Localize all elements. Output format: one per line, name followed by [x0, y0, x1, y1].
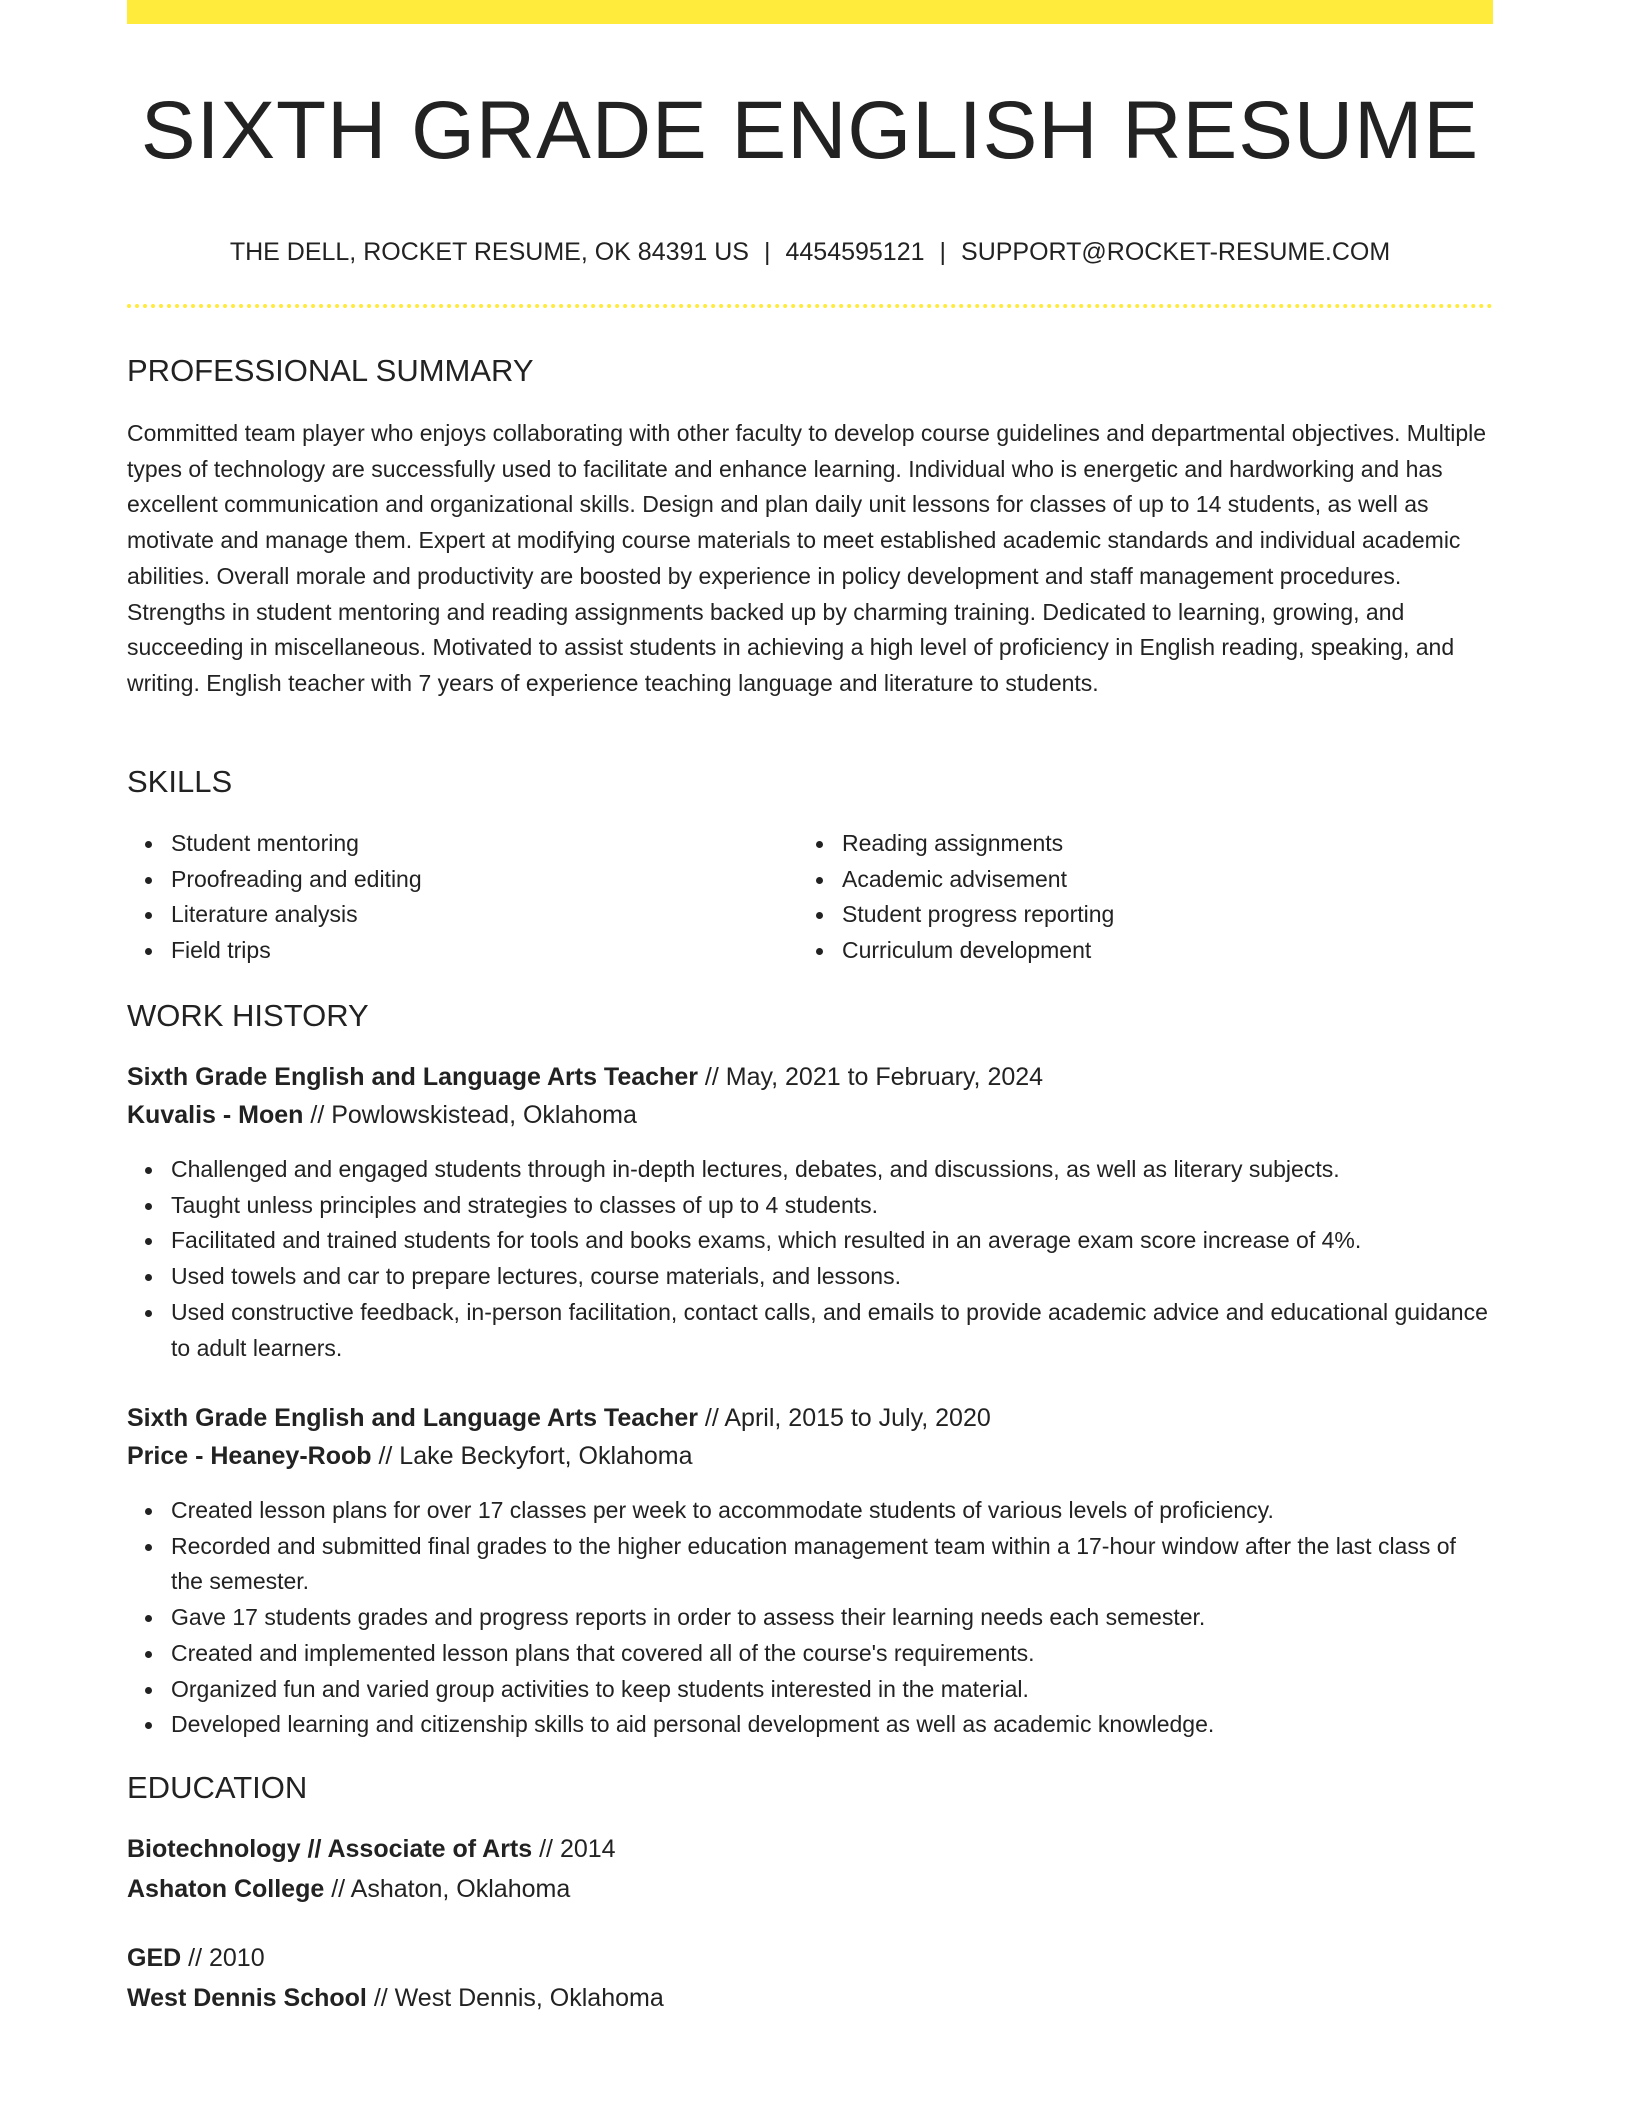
job-duty: Created lesson plans for over 17 classes per week to accommodate students of various levels of proficiency.: [127, 1493, 1493, 1529]
job-company: Kuvalis - Moen: [127, 1101, 304, 1129]
job-duties-list: [127, 1493, 1493, 1743]
job-duty: Gave 17 students grades and progress reports in order to assess their learning needs each semester.: [127, 1600, 1493, 1636]
header-divider: [127, 304, 1493, 308]
job-duty: Created and implemented lesson plans that covered all of the course's requirements.: [127, 1636, 1493, 1672]
job-title-line: [127, 1058, 1043, 1096]
education-school: West Dennis School: [127, 1984, 367, 2012]
skill-item: Reading assignments: [798, 826, 1418, 862]
top-accent-bar: [127, 0, 1493, 24]
job-location: // Powlowskistead, Oklahoma: [310, 1101, 637, 1129]
summary-heading: PROFESSIONAL SUMMARY: [127, 353, 534, 388]
contact-separator: |: [939, 238, 947, 266]
job-title-line: [127, 1399, 991, 1437]
job-duty: Used towels and car to prepare lectures, course materials, and lessons.: [127, 1259, 1493, 1295]
education-location: // Ashaton, Oklahoma: [331, 1875, 571, 1903]
resume-title: SIXTH GRADE ENGLISH RESUME: [140, 85, 1480, 176]
education-school-line: [127, 1870, 570, 1908]
education-location: // West Dennis, Oklahoma: [373, 1984, 664, 2012]
skills-heading: SKILLS: [127, 764, 233, 799]
job-company-line: [127, 1096, 637, 1134]
job-dates: // April, 2015 to July, 2020: [704, 1404, 991, 1432]
summary-text: Committed team player who enjoys collaborating with other faculty to develop course guidelines and departmental objectives. Multiple types of technology are successfully used to facilitate and enhance learning. Individual who is energetic and hardworking and has excellent communication and organizational skills. Design and plan daily unit lessons for classes of up to 14 students, as well as motivate and manage them. Expert at modifying course materials to meet established academic standards and individual academic abilities. Overall morale and productivity are boosted by experience in policy development and staff management procedures. Strengths in student mentoring and reading assignments backed up by charming training. Dedicated to learning, growing, and succeeding in miscellaneous. Motivated to assist students in achieving a high level of proficiency in English reading, speaking, and writing. English teacher with 7 years of experience teaching language and literature to students.: [127, 420, 1487, 696]
job-duty: Recorded and submitted final grades to the higher education management team within a 17-hour window after the last class of the semester.: [127, 1529, 1493, 1600]
skill-item: Curriculum development: [798, 933, 1418, 969]
contact-phone: 4454595121: [785, 238, 925, 266]
contact-address: THE DELL, ROCKET RESUME, OK 84391 US: [229, 238, 749, 266]
skill-item: Student progress reporting: [798, 897, 1418, 933]
education-year: // 2014: [539, 1835, 616, 1863]
job-company: Price - Heaney-Roob: [127, 1442, 372, 1470]
job-duty: Used constructive feedback, in-person facilitation, contact calls, and emails to provide academic advice and educational guidance to adult learners.: [127, 1295, 1493, 1366]
education-degree: GED: [127, 1944, 182, 1972]
work-heading: WORK HISTORY: [127, 998, 369, 1033]
contact-line: [127, 234, 1493, 270]
skill-item: Literature analysis: [127, 897, 747, 933]
education-school: Ashaton College: [127, 1875, 325, 1903]
job-role: Sixth Grade English and Language Arts Teacher: [127, 1063, 698, 1091]
job-company-line: [127, 1437, 693, 1475]
education-degree-line: [127, 1939, 265, 1977]
contact-separator: |: [763, 238, 771, 266]
education-degree-line: [127, 1830, 616, 1868]
job-role: Sixth Grade English and Language Arts Teacher: [127, 1404, 698, 1432]
skill-item: Student mentoring: [127, 826, 747, 862]
skill-item: Proofreading and editing: [127, 862, 747, 898]
job-duty: Developed learning and citizenship skills to aid personal development as well as academic knowledge.: [127, 1707, 1493, 1743]
education-school-line: [127, 1979, 664, 2017]
job-location: // Lake Beckyfort, Oklahoma: [378, 1442, 693, 1470]
contact-email[interactable]: SUPPORT@ROCKET-RESUME.COM: [961, 238, 1391, 266]
job-duty: Challenged and engaged students through in-depth lectures, debates, and discussions, as well as literary subjects.: [127, 1152, 1493, 1188]
skill-item: Academic advisement: [798, 862, 1418, 898]
job-duty: Taught unless principles and strategies to classes of up to 4 students.: [127, 1188, 1493, 1224]
job-dates: // May, 2021 to February, 2024: [704, 1063, 1044, 1091]
job-duty: Facilitated and trained students for tools and books exams, which resulted in an average exam score increase of 4%.: [127, 1223, 1493, 1259]
job-duties-list: [127, 1152, 1493, 1366]
skills-list-left: [127, 826, 747, 969]
skills-list-right: [798, 826, 1418, 969]
education-heading: EDUCATION: [127, 1770, 308, 1805]
education-year: // 2010: [188, 1944, 265, 1972]
education-degree: Biotechnology // Associate of Arts: [127, 1835, 533, 1863]
job-duty: Organized fun and varied group activities to keep students interested in the material.: [127, 1672, 1493, 1708]
skill-item: Field trips: [127, 933, 747, 969]
